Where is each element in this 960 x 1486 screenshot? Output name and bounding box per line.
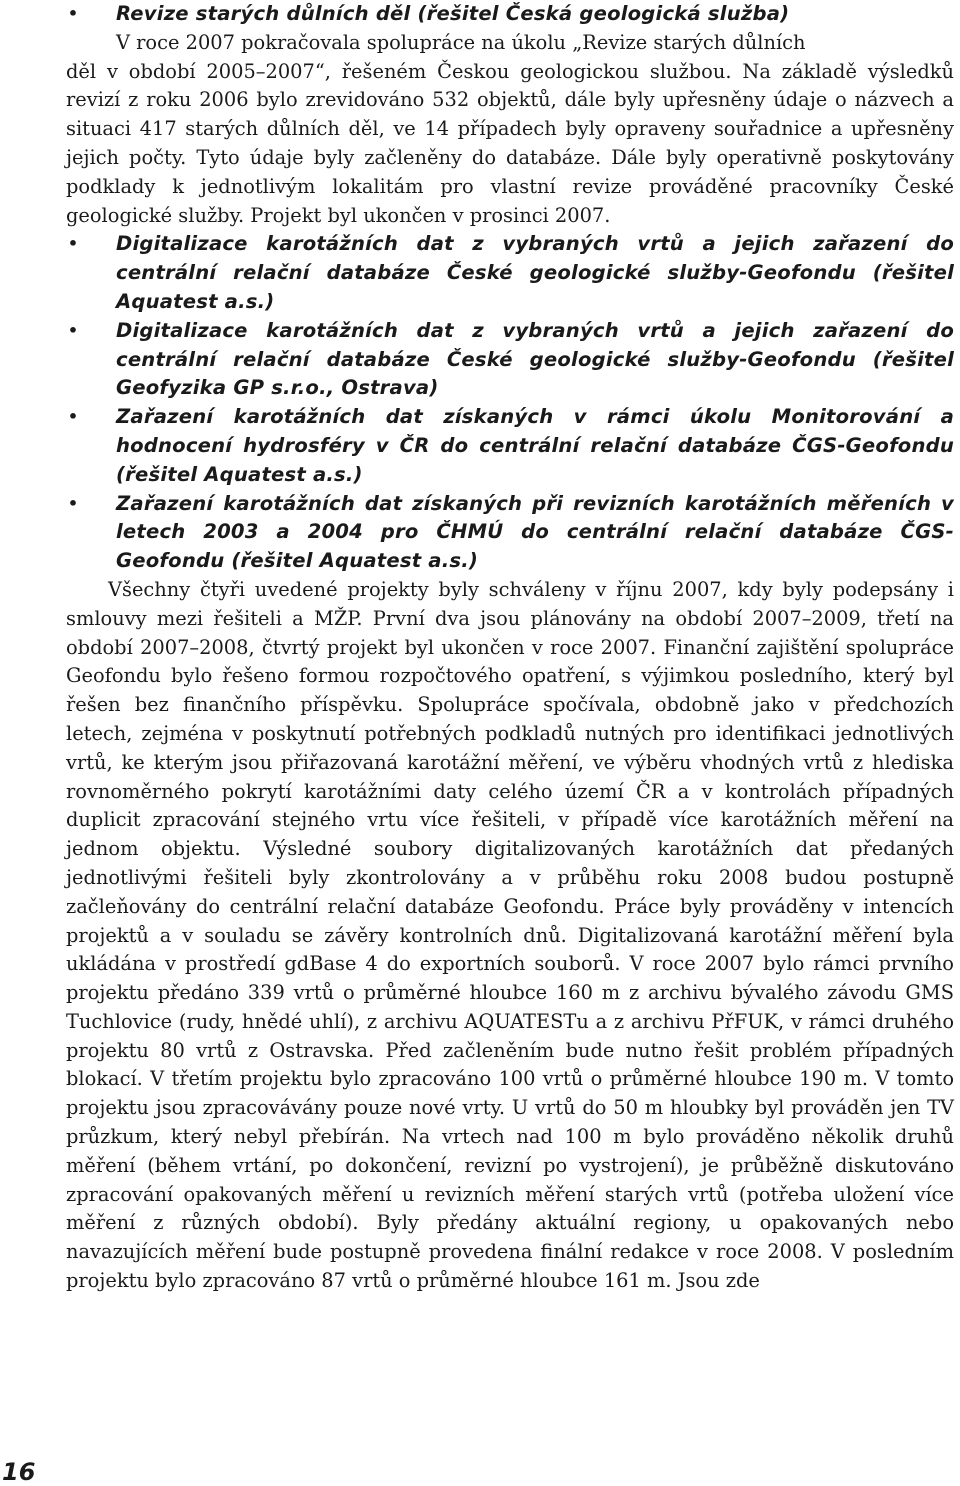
- paragraph: [66, 29, 954, 58]
- page-content: [66, 0, 954, 1296]
- list-item: [66, 317, 954, 403]
- bullet-heading: Digitalizace karotážních dat z vybraných vrtů a jejich zařazení do centrální relační databáze České geologické služby-Geofondu (řešitel Geofyzika GP s.r.o., Ostrava): [116, 318, 954, 400]
- bullet-heading: Zařazení karotážních dat získaných při revizních karotážních měřeních v letech 2003 a 2004 pro ČHMÚ do centrální relační databáze ČGS-Geofondu (řešitel Aquatest a.s.): [116, 491, 954, 573]
- list-item: [66, 0, 954, 29]
- closing-paragraph-text: Všechny čtyři uvedené projekty byly schváleny v říjnu 2007, kdy byly podepsány i smlouvy mezi řešiteli a MŽP. První dva jsou plánovány na období 2007–2009, třetí na období 2007–2008, čtvrtý projekt byl ukončen v roce 2007. Finanční zajištění spolupráce Geofondu bylo řešeno formou rozpočtového opatření, s výjimkou posledního, který byl řešen bez finančního příspěvku. Spolupráce spočívala, obdobně jako v předchozích letech, zejména v poskytnutí potřebných podkladů nutných pro identifikaci jednotlivých vrtů, ke kterým jsou přiřazovaná karotážní měření, ve výběru vhodných vrtů z hlediska rovnoměrného pokrytí karotážními daty celého území ČR a v kontrolách případných duplicit zpracování stejného vrtu více řešiteli, v případě více karotážních měření na jednom objektu. Výsledné soubory digitalizovaných karotážních dat předaných jednotlivými řešiteli byly zkontrolovány a v průběhu roku 2008 budou postupně začleňovány do centrální relační databáze Geofondu. Práce byly prováděny v intencích projektů a v souladu se závěry kontrolních dnů. Digitalizovaná karotážní měření byla ukládána v prostředí gdBase 4 do exportních souborů. V roce 2007 bylo rámci prvního projektu předáno 339 vrtů o průměrné hloubce 160 m z archivu bývalého závodu GMS Tuchlovice (rudy, hnědé uhlí), z archivu AQUATESTu a z archivu PřFUK, v rámci druhého projektu 80 vrtů z Ostravska. Před začleněním bude nutno řešit problém případných blokací. V třetím projektu bylo zpracováno 100 vrtů o průměrné hloubce 190 m. V tomto projektu jsou zpracovávány pouze nové vrty. U vrtů do 50 m hloubky byl prováděn jen TV průzkum, který nebyl přebírán. Na vrtech nad 100 m bylo prováděno několik druhů měření (během vrtání, po dokončení, revizní po vystrojení), je průběžně diskutováno zpracování opakovaných měření u revizních měření starých vrtů (potřeba uložení více měření z různých období). Byly předány aktuální regiony, u opakovaných nebo navazujících měření bude postupně provedena finální redakce v roce 2008. V posledním projektu bylo zpracováno 87 vrtů o průměrné hloubce 161 m. Jsou zde: [66, 577, 954, 1293]
- paragraph-first-line: V roce 2007 pokračovala spolupráce na úkolu „Revize starých důlních: [116, 30, 806, 54]
- paragraph: děl v období 2005–2007“, řešeném Českou geologickou službou. Na základě výsledků revizí z roku 2006 bylo zrevidováno 532 objektů, dále byly upřesněny údaje o názvech a situaci 417 starých důlních děl, ve 14 případech byly opraveny souřadnice a upřesněny jejich počty. Tyto údaje byly začleněny do databáze. Dále byly operativně poskytovány podklady k jednotlivým lokalitám pro vlastní revize prováděné pracovníky České geologické služby. Projekt byl ukončen v prosinci 2007.: [66, 59, 954, 227]
- list-item: [66, 230, 954, 316]
- bullet-icon: •: [67, 234, 79, 254]
- bullet-heading: Zařazení karotážních dat získaných v rámci úkolu Monitorování a hodnocení hydrosféry v ČR do centrální relační databáze ČGS-Geofondu (řešitel Aquatest a.s.): [116, 405, 954, 486]
- bullet-icon: •: [67, 407, 79, 427]
- list-item: [66, 490, 954, 576]
- list-item: [66, 403, 954, 489]
- bullet-icon: •: [67, 493, 79, 513]
- page-number: 16: [2, 1458, 36, 1486]
- bullet-icon: •: [67, 320, 79, 340]
- bullet-icon: •: [67, 4, 79, 23]
- closing-paragraph: [66, 576, 954, 1296]
- bullet-heading: Revize starých důlních děl (řešitel Česká geologická služba): [116, 2, 790, 25]
- bullet-heading: Digitalizace karotážních dat z vybraných vrtů a jejich zařazení do centrální relační databáze České geologické služby-Geofondu (řešitel Aquatest a.s.): [116, 232, 954, 313]
